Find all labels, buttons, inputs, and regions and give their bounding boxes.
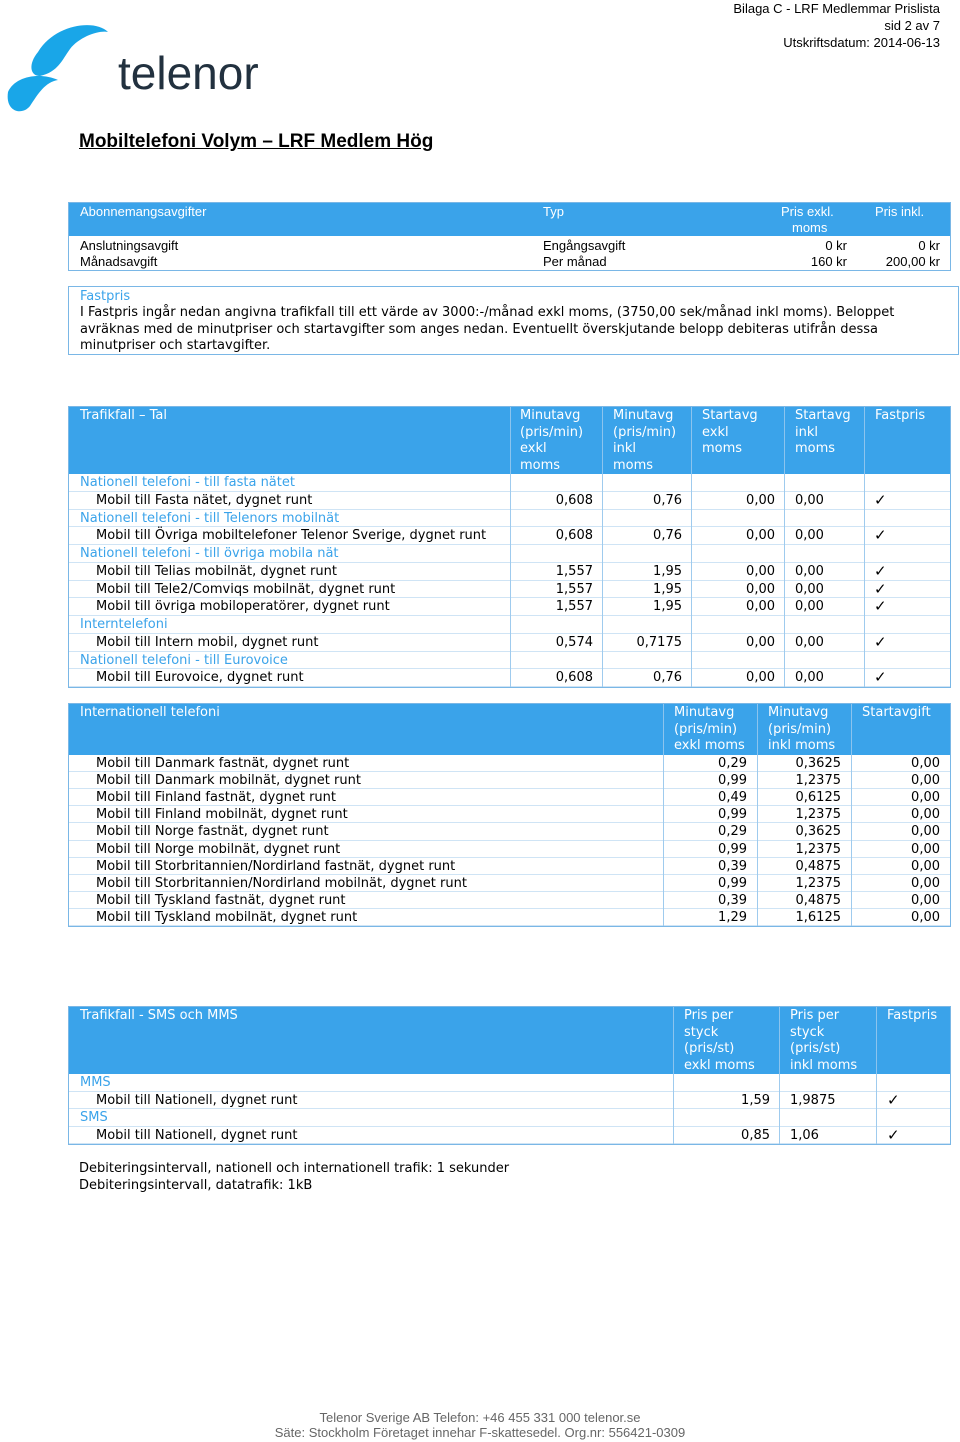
column-divider xyxy=(864,474,865,687)
row-label: Mobil till Finland mobilnät, dygnet runt xyxy=(96,807,348,823)
table-row xyxy=(69,841,950,858)
row-name: Anslutningsavgift xyxy=(80,238,179,253)
billing-note: Debiteringsintervall, datatrafik: 1kB xyxy=(79,1178,313,1193)
column-divider xyxy=(779,1074,780,1144)
row-label: Mobil till Danmark mobilnät, dygnet runt xyxy=(96,773,361,789)
cell-minutavg-inkl: 0,4875 xyxy=(795,892,841,908)
header-minutavg-exkl: Minutavg (pris/min) exkl moms xyxy=(520,408,584,473)
cell-minutavg-inkl: 1,6125 xyxy=(795,909,841,925)
table-row xyxy=(69,875,950,892)
cell-minutavg-exkl: 1,557 xyxy=(555,563,593,579)
cell-minutavg-inkl: 1,95 xyxy=(653,599,682,615)
cell-minutavg-inkl: 0,7175 xyxy=(636,634,682,650)
billing-note: Debiteringsintervall, nationell och internationell trafik: 1 sekunder xyxy=(79,1161,510,1176)
cell-startavg-inkl: 0,00 xyxy=(795,563,824,579)
row-label: Mobil till Norge fastnät, dygnet runt xyxy=(96,824,329,840)
row-divider xyxy=(69,1143,950,1144)
cell-minutavg-inkl: 0,4875 xyxy=(795,858,841,874)
section-row xyxy=(69,1109,950,1127)
cell-minutavg-inkl: 0,3625 xyxy=(795,756,841,771)
row-price-incl: 0 kr xyxy=(918,238,940,253)
cell-minutavg-inkl: 1,2375 xyxy=(795,807,841,823)
table-row xyxy=(69,755,950,772)
section-label: SMS xyxy=(80,1110,108,1125)
cell-minutavg-inkl: 1,95 xyxy=(653,563,682,579)
cell-startavgift: 0,00 xyxy=(911,892,940,908)
row-name: Månadsavgift xyxy=(80,254,158,269)
intl-title: Internationell telefoni xyxy=(80,705,220,720)
cell-startavg-exkl: 0,00 xyxy=(746,581,775,597)
cell-startavg-inkl: 0,00 xyxy=(795,528,824,544)
header-sms-exkl: Pris per styck (pris/st) exkl moms xyxy=(684,1008,755,1073)
row-label: Mobil till Finland fastnät, dygnet runt xyxy=(96,790,336,806)
cell-minutavg-exkl: 0,608 xyxy=(555,528,593,544)
cell-minutavg-exkl: 0,99 xyxy=(718,807,747,823)
column-divider xyxy=(510,474,511,687)
sms-body xyxy=(69,1074,950,1144)
cell-startavg-inkl: 0,00 xyxy=(795,581,824,597)
cell-startavgift: 0,00 xyxy=(911,773,940,789)
cell-minutavg-exkl: 0,99 xyxy=(718,875,747,891)
fastpris-line: minutpriser och startavgifter. xyxy=(80,338,271,353)
cell-startavgift: 0,00 xyxy=(911,807,940,823)
page-title: Mobiltelefoni Volym – LRF Medlem Hög xyxy=(79,131,434,152)
header-abonnemangsavgifter: Abonnemangsavgifter xyxy=(80,204,207,219)
cell-minutavg-inkl: 0,3625 xyxy=(795,824,841,840)
column-divider xyxy=(851,755,852,926)
header-fastpris: Fastpris xyxy=(875,408,926,423)
cell-minutavg-exkl: 0,39 xyxy=(718,892,747,908)
table-row xyxy=(69,892,950,909)
telenor-logo xyxy=(0,14,260,124)
cell-startavgift: 0,00 xyxy=(911,824,940,840)
table-row xyxy=(69,1092,950,1110)
intl-header xyxy=(69,704,950,755)
cell-minutavg-inkl: 0,76 xyxy=(653,670,682,686)
sms-table xyxy=(68,1006,951,1145)
section-label: Nationell telefoni - till övriga mobila nät xyxy=(80,546,339,561)
cell-startavgift: 0,00 xyxy=(911,756,940,771)
header-moms: moms xyxy=(792,220,828,235)
fastpris-text xyxy=(80,305,894,355)
footer-line-1: Telenor Sverige AB Telefon: +46 455 331 000 telenor.se xyxy=(319,1410,641,1425)
header-intl-inkl: Minutavg (pris/min) inkl moms xyxy=(768,705,836,753)
cell-minutavg-exkl: 1,557 xyxy=(555,581,593,597)
section-label: MMS xyxy=(80,1075,111,1090)
check-icon: ✓ xyxy=(874,561,887,580)
cell-minutavg-exkl: 0,608 xyxy=(555,670,593,686)
fastpris-line: avräknas med de minutpriser och startavgifter som anges nedan. Eventuellt överskjutande belopp debiteras utifrån dessa xyxy=(80,321,878,337)
tal-table xyxy=(68,406,951,688)
cell-minutavg-exkl: 0,608 xyxy=(555,492,593,508)
row-divider xyxy=(69,925,950,926)
cell-minutavg-exkl: 0,574 xyxy=(555,634,593,650)
table-row xyxy=(69,253,950,270)
cell-startavgift: 0,00 xyxy=(911,858,940,874)
row-price-excl: 0 kr xyxy=(825,238,847,253)
cell-startavg-inkl: 0,00 xyxy=(795,634,824,650)
cell-minutavg-inkl: 1,2375 xyxy=(795,875,841,891)
cell-startavg-exkl: 0,00 xyxy=(746,563,775,579)
subscription-table xyxy=(68,202,951,271)
column-divider xyxy=(663,755,664,926)
cell-minutavg-exkl: 1,29 xyxy=(718,909,747,925)
column-divider xyxy=(691,474,692,687)
intl-body xyxy=(69,755,950,926)
check-icon: ✓ xyxy=(874,597,887,616)
check-icon: ✓ xyxy=(874,579,887,598)
row-label: Mobil till Intern mobil, dygnet runt xyxy=(96,634,319,650)
cell-startavg-exkl: 0,00 xyxy=(746,670,775,686)
cell-minutavg-inkl: 0,6125 xyxy=(795,790,841,806)
column-divider xyxy=(757,755,758,926)
cell-minutavg-exkl: 0,99 xyxy=(718,773,747,789)
tal-header xyxy=(69,407,950,474)
table-row xyxy=(69,789,950,806)
table-row xyxy=(69,858,950,875)
cell-startavg-exkl: 0,00 xyxy=(746,528,775,544)
column-divider xyxy=(784,474,785,687)
header-minutavg-inkl: Minutavg (pris/min) inkl moms xyxy=(613,408,677,473)
table-row xyxy=(69,237,950,254)
header-startavgift: Startavgift xyxy=(862,705,931,720)
row-label: Mobil till Tyskland mobilnät, dygnet runt xyxy=(96,909,358,925)
fastpris-line: I Fastpris ingår nedan angivna trafikfall till ett värde av 3000:-/månad exkl moms, (3750,00 sek/månad inkl moms). Beloppet xyxy=(80,305,895,320)
page-number: sid 2 av 7 xyxy=(884,18,940,33)
tal-title: Trafikfall – Tal xyxy=(80,408,167,423)
cell-minutavg-exkl: 1,557 xyxy=(555,599,593,615)
cell-minutavg-exkl: 0,29 xyxy=(718,824,747,840)
sms-title: Trafikfall - SMS och MMS xyxy=(80,1008,238,1023)
row-label: Mobil till Storbritannien/Nordirland mobilnät, dygnet runt xyxy=(96,875,467,891)
row-label: Mobil till Fasta nätet, dygnet runt xyxy=(96,492,313,508)
row-label: Mobil till Tyskland fastnät, dygnet runt xyxy=(96,892,346,908)
row-label: Mobil till Eurovoice, dygnet runt xyxy=(96,670,304,686)
table-row xyxy=(69,909,950,926)
row-type: Per månad xyxy=(543,254,607,269)
header-pris-inkl: Pris inkl. xyxy=(875,204,925,219)
header-pris-exkl: Pris exkl. xyxy=(781,204,834,219)
check-icon: ✓ xyxy=(874,490,887,509)
row-label: Mobil till Norge mobilnät, dygnet runt xyxy=(96,841,341,857)
cell-startavgift: 0,00 xyxy=(911,875,940,891)
row-label: Mobil till Storbritannien/Nordirland fastnät, dygnet runt xyxy=(96,858,456,874)
cell-minutavg-exkl: 0,99 xyxy=(718,841,747,857)
cell-minutavg-inkl: 0,76 xyxy=(653,528,682,544)
cell-minutavg-inkl: 1,2375 xyxy=(795,841,841,857)
column-divider xyxy=(876,1074,877,1144)
cell-pris-exkl: 0,85 xyxy=(741,1127,770,1143)
footer-line-2: Säte: Stockholm Företaget innehar F-skattesedel. Org.nr: 556421-0309 xyxy=(274,1425,686,1440)
fastpris-box xyxy=(68,286,959,355)
cell-startavgift: 0,00 xyxy=(911,790,940,806)
document-header xyxy=(733,0,940,51)
row-label: Mobil till Övriga mobiltelefoner Telenor Sverige, dygnet runt xyxy=(96,528,487,544)
subscription-header xyxy=(69,203,950,236)
cell-minutavg-inkl: 1,95 xyxy=(653,581,682,597)
cell-pris-inkl: 1,06 xyxy=(790,1127,819,1143)
table-row xyxy=(69,1127,950,1145)
cell-startavg-exkl: 0,00 xyxy=(746,634,775,650)
header-startavg-inkl: Startavg inkl moms xyxy=(795,408,851,456)
cell-minutavg-exkl: 0,39 xyxy=(718,858,747,874)
header-sms-inkl: Pris per styck (pris/st) inkl moms xyxy=(790,1008,858,1073)
header-intl-exkl: Minutavg (pris/min) exkl moms xyxy=(674,705,745,753)
header-typ: Typ xyxy=(543,204,564,219)
cell-minutavg-exkl: 0,29 xyxy=(718,756,747,771)
billing-notes xyxy=(79,1160,509,1194)
check-icon: ✓ xyxy=(874,668,887,687)
column-divider xyxy=(602,474,603,687)
row-price-incl: 200,00 kr xyxy=(885,254,940,269)
document-title: Bilaga C - LRF Medlemmar Prislista xyxy=(733,1,940,16)
fastpris-heading: Fastpris xyxy=(80,289,131,304)
section-label: Nationell telefoni - till Telenors mobilnät xyxy=(80,510,340,526)
cell-startavg-inkl: 0,00 xyxy=(795,599,824,615)
check-icon: ✓ xyxy=(887,1125,900,1144)
row-label: Mobil till Telias mobilnät, dygnet runt xyxy=(96,563,337,579)
sms-header xyxy=(69,1007,950,1074)
cell-startavgift: 0,00 xyxy=(911,909,940,925)
logo-wordmark: telenor xyxy=(118,47,259,99)
cell-startavg-exkl: 0,00 xyxy=(746,492,775,508)
cell-startavg-exkl: 0,00 xyxy=(746,599,775,615)
header-startavg-exkl: Startavg exkl moms xyxy=(702,408,758,456)
row-price-excl: 160 kr xyxy=(810,254,847,269)
tal-body xyxy=(69,474,950,687)
check-icon: ✓ xyxy=(874,632,887,651)
cell-pris-exkl: 1,59 xyxy=(741,1092,770,1108)
check-icon: ✓ xyxy=(874,526,887,545)
cell-pris-inkl: 1,9875 xyxy=(790,1092,836,1108)
header-sms-fastpris: Fastpris xyxy=(887,1008,938,1023)
section-row xyxy=(69,1074,950,1092)
column-divider xyxy=(673,1074,674,1144)
table-row xyxy=(69,806,950,823)
cell-minutavg-inkl: 0,76 xyxy=(653,492,682,508)
cell-startavg-inkl: 0,00 xyxy=(795,492,824,508)
intl-table xyxy=(68,703,951,927)
section-label: Nationell telefoni - till Eurovoice xyxy=(80,652,288,668)
row-label: Mobil till Danmark fastnät, dygnet runt xyxy=(96,756,350,771)
row-label: Mobil till Nationell, dygnet runt xyxy=(96,1092,298,1108)
table-row xyxy=(69,772,950,789)
cell-minutavg-inkl: 1,2375 xyxy=(795,773,841,789)
row-label: Mobil till Nationell, dygnet runt xyxy=(96,1127,298,1143)
section-label: Nationell telefoni - till fasta nätet xyxy=(80,475,295,490)
table-row xyxy=(69,823,950,840)
check-icon: ✓ xyxy=(887,1090,900,1109)
section-label: Interntelefoni xyxy=(80,617,168,632)
row-label: Mobil till övriga mobiloperatörer, dygnet runt xyxy=(96,599,390,615)
row-label: Mobil till Tele2/Comviqs mobilnät, dygnet runt xyxy=(96,581,396,597)
cell-startavg-inkl: 0,00 xyxy=(795,670,824,686)
print-date: Utskriftsdatum: 2014-06-13 xyxy=(783,35,940,50)
cell-startavgift: 0,00 xyxy=(911,841,940,857)
cell-minutavg-exkl: 0,49 xyxy=(718,790,747,806)
row-type: Engångsavgift xyxy=(543,238,626,253)
